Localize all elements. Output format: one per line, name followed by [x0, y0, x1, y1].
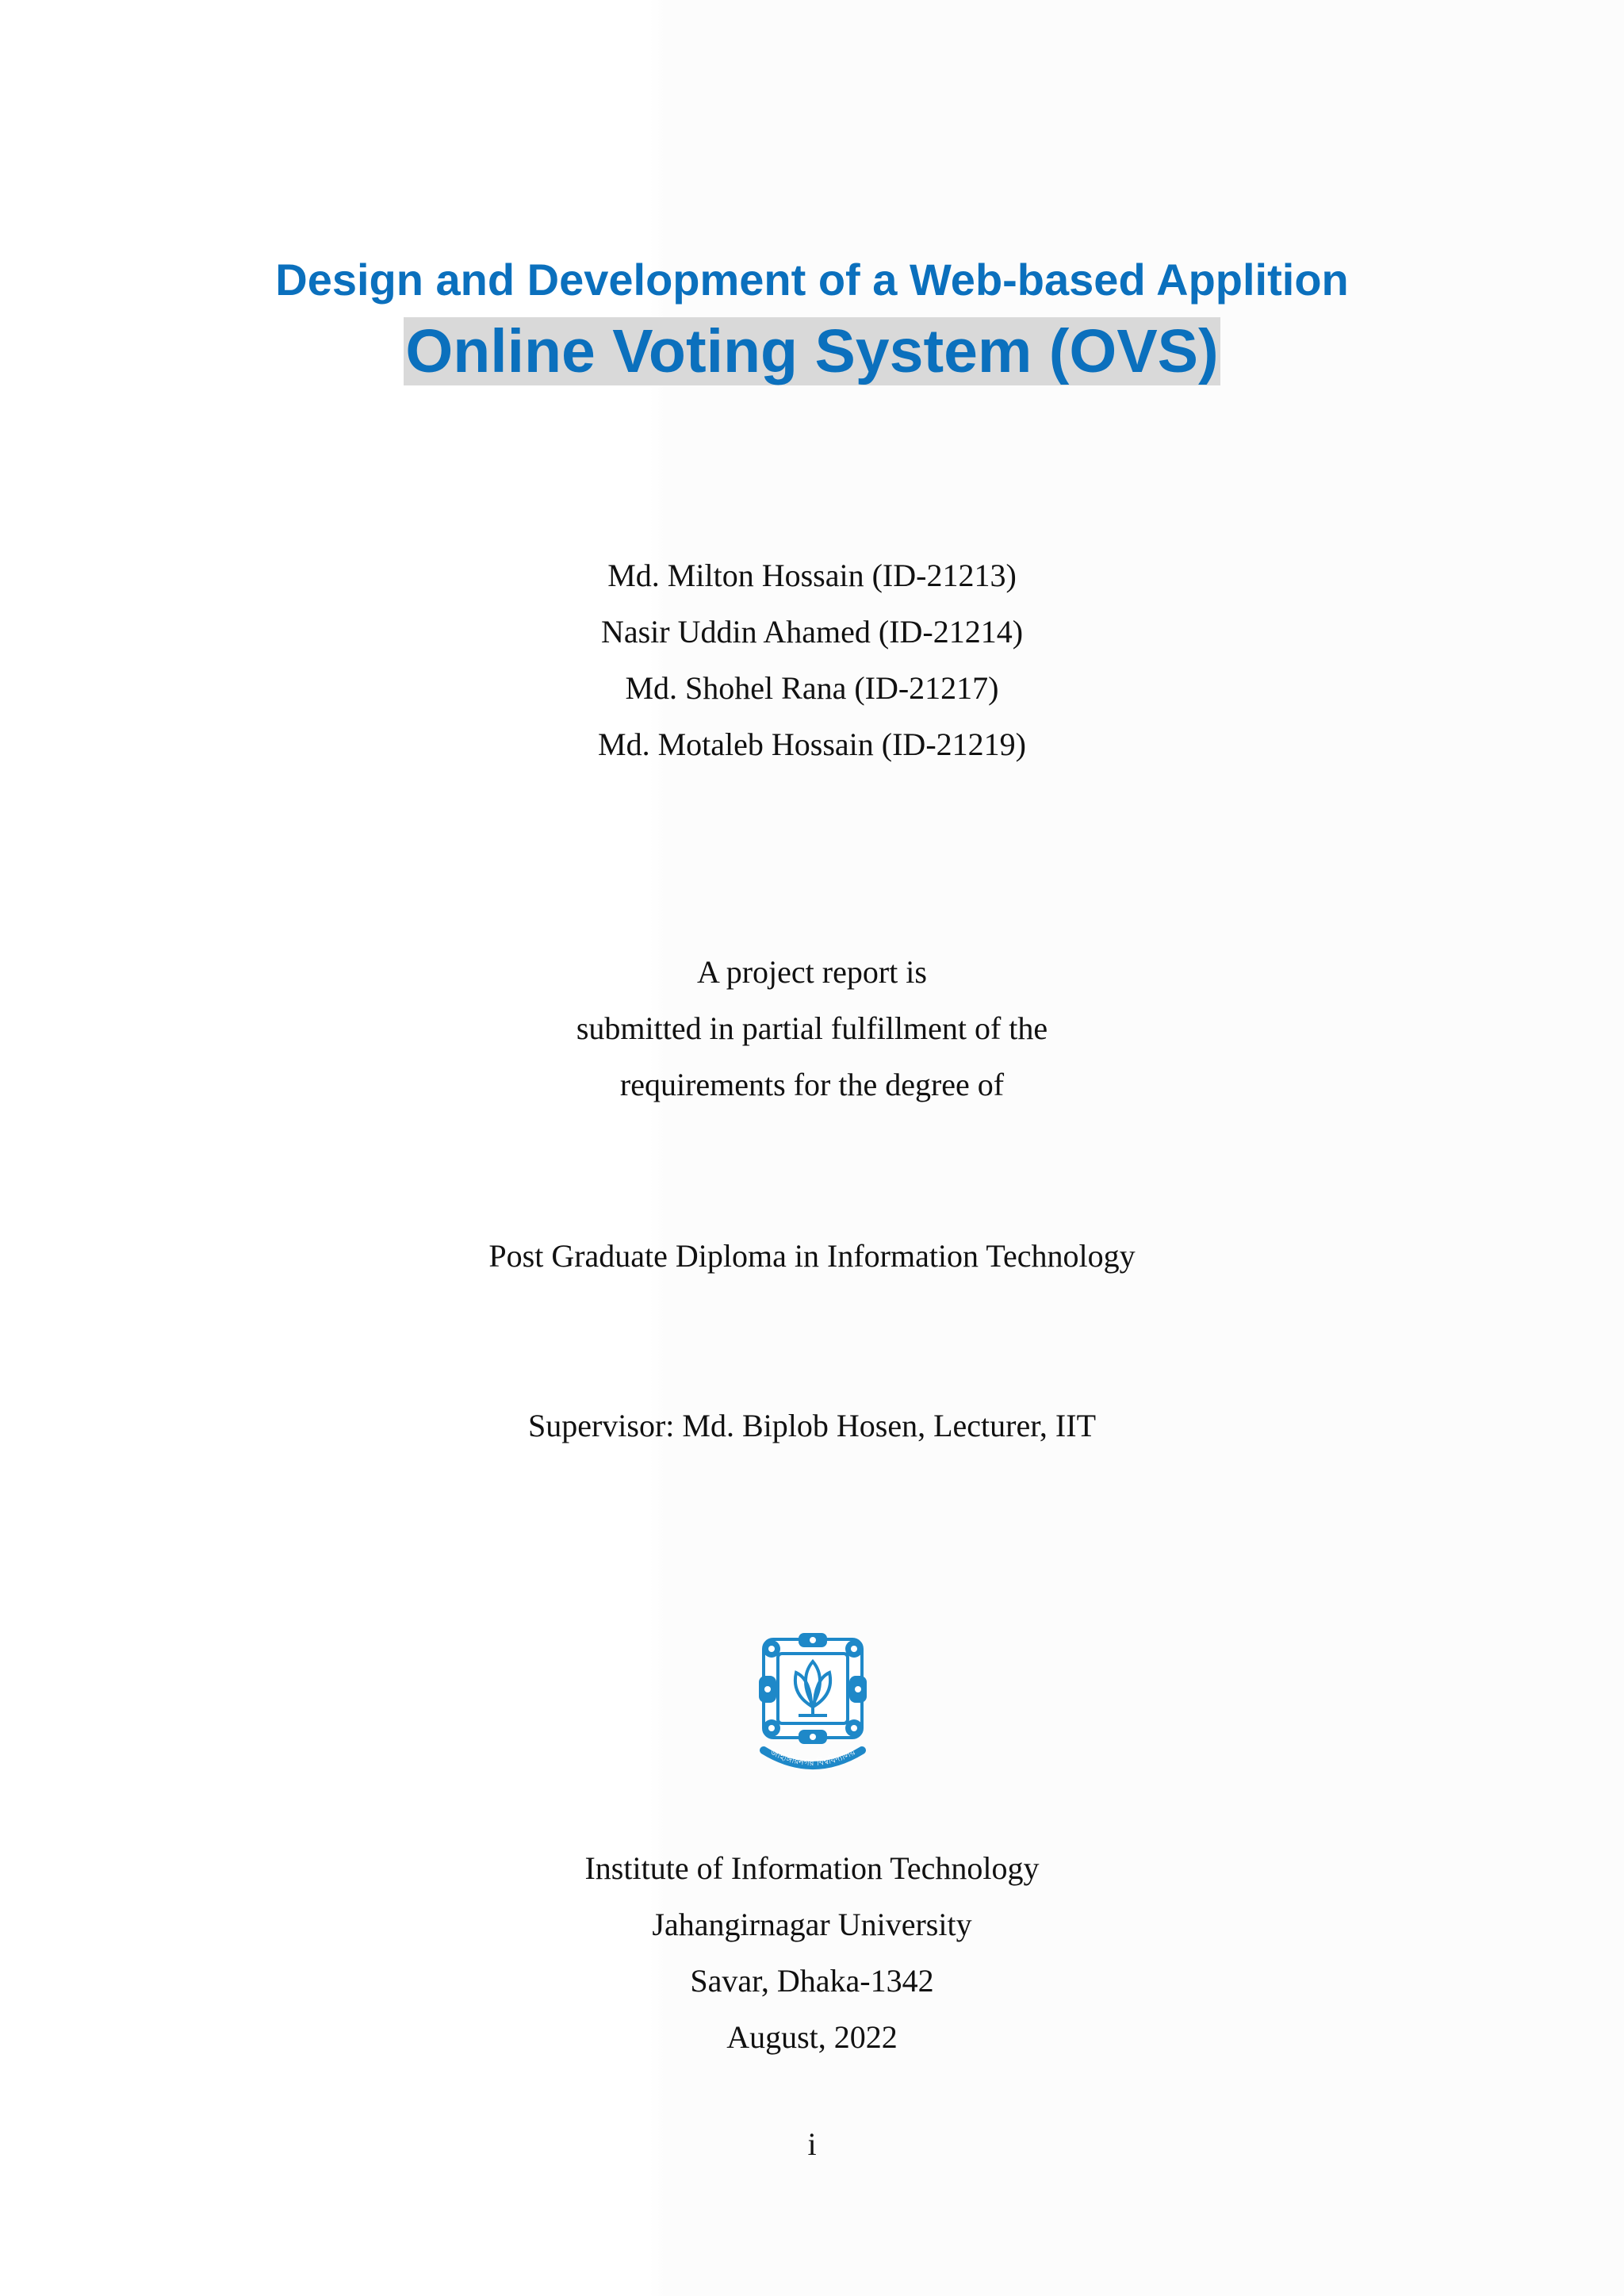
institution-block: [0, 1840, 1624, 2065]
report-line: A project report is: [697, 954, 927, 990]
svg-text:জাহাঙ্গীরনগর বিশ্ববিদ্যালয়: [768, 1746, 857, 1768]
date-line: August, 2022: [726, 2019, 898, 2055]
document-subtitle-text: Online Voting System (OVS): [405, 317, 1219, 385]
degree-name: Post Graduate Diploma in Information Technology: [488, 1238, 1136, 1274]
report-line: submitted in partial fulfillment of the: [576, 1010, 1048, 1046]
document-title: Design and Development of a Web-based Applition: [275, 255, 1349, 305]
report-statement: [0, 944, 1624, 1113]
page-number: i: [807, 2126, 817, 2162]
report-line: requirements for the degree of: [619, 1067, 1005, 1102]
institution-line: Jahangirnagar University: [652, 1907, 972, 1942]
author-name: Md. Motaleb Hossain (ID-21219): [598, 726, 1026, 762]
institution-line: Savar, Dhaka-1342: [690, 1963, 934, 1999]
author-list: [0, 547, 1624, 772]
author-name: Nasir Uddin Ahamed (ID-21214): [600, 614, 1024, 650]
institution-line: Institute of Information Technology: [584, 1850, 1040, 1886]
seal-script-text: জাহাঙ্গীরনগর বিশ্ববিদ্যালয়: [768, 1746, 857, 1769]
university-seal-icon: [749, 1630, 876, 1780]
supervisor-line: Supervisor: Md. Biplob Hosen, Lecturer, IIT: [527, 1408, 1097, 1443]
author-name: Md. Shohel Rana (ID-21217): [625, 670, 999, 706]
author-name: Md. Milton Hossain (ID-21213): [607, 558, 1017, 593]
document-subtitle: [0, 316, 1624, 387]
